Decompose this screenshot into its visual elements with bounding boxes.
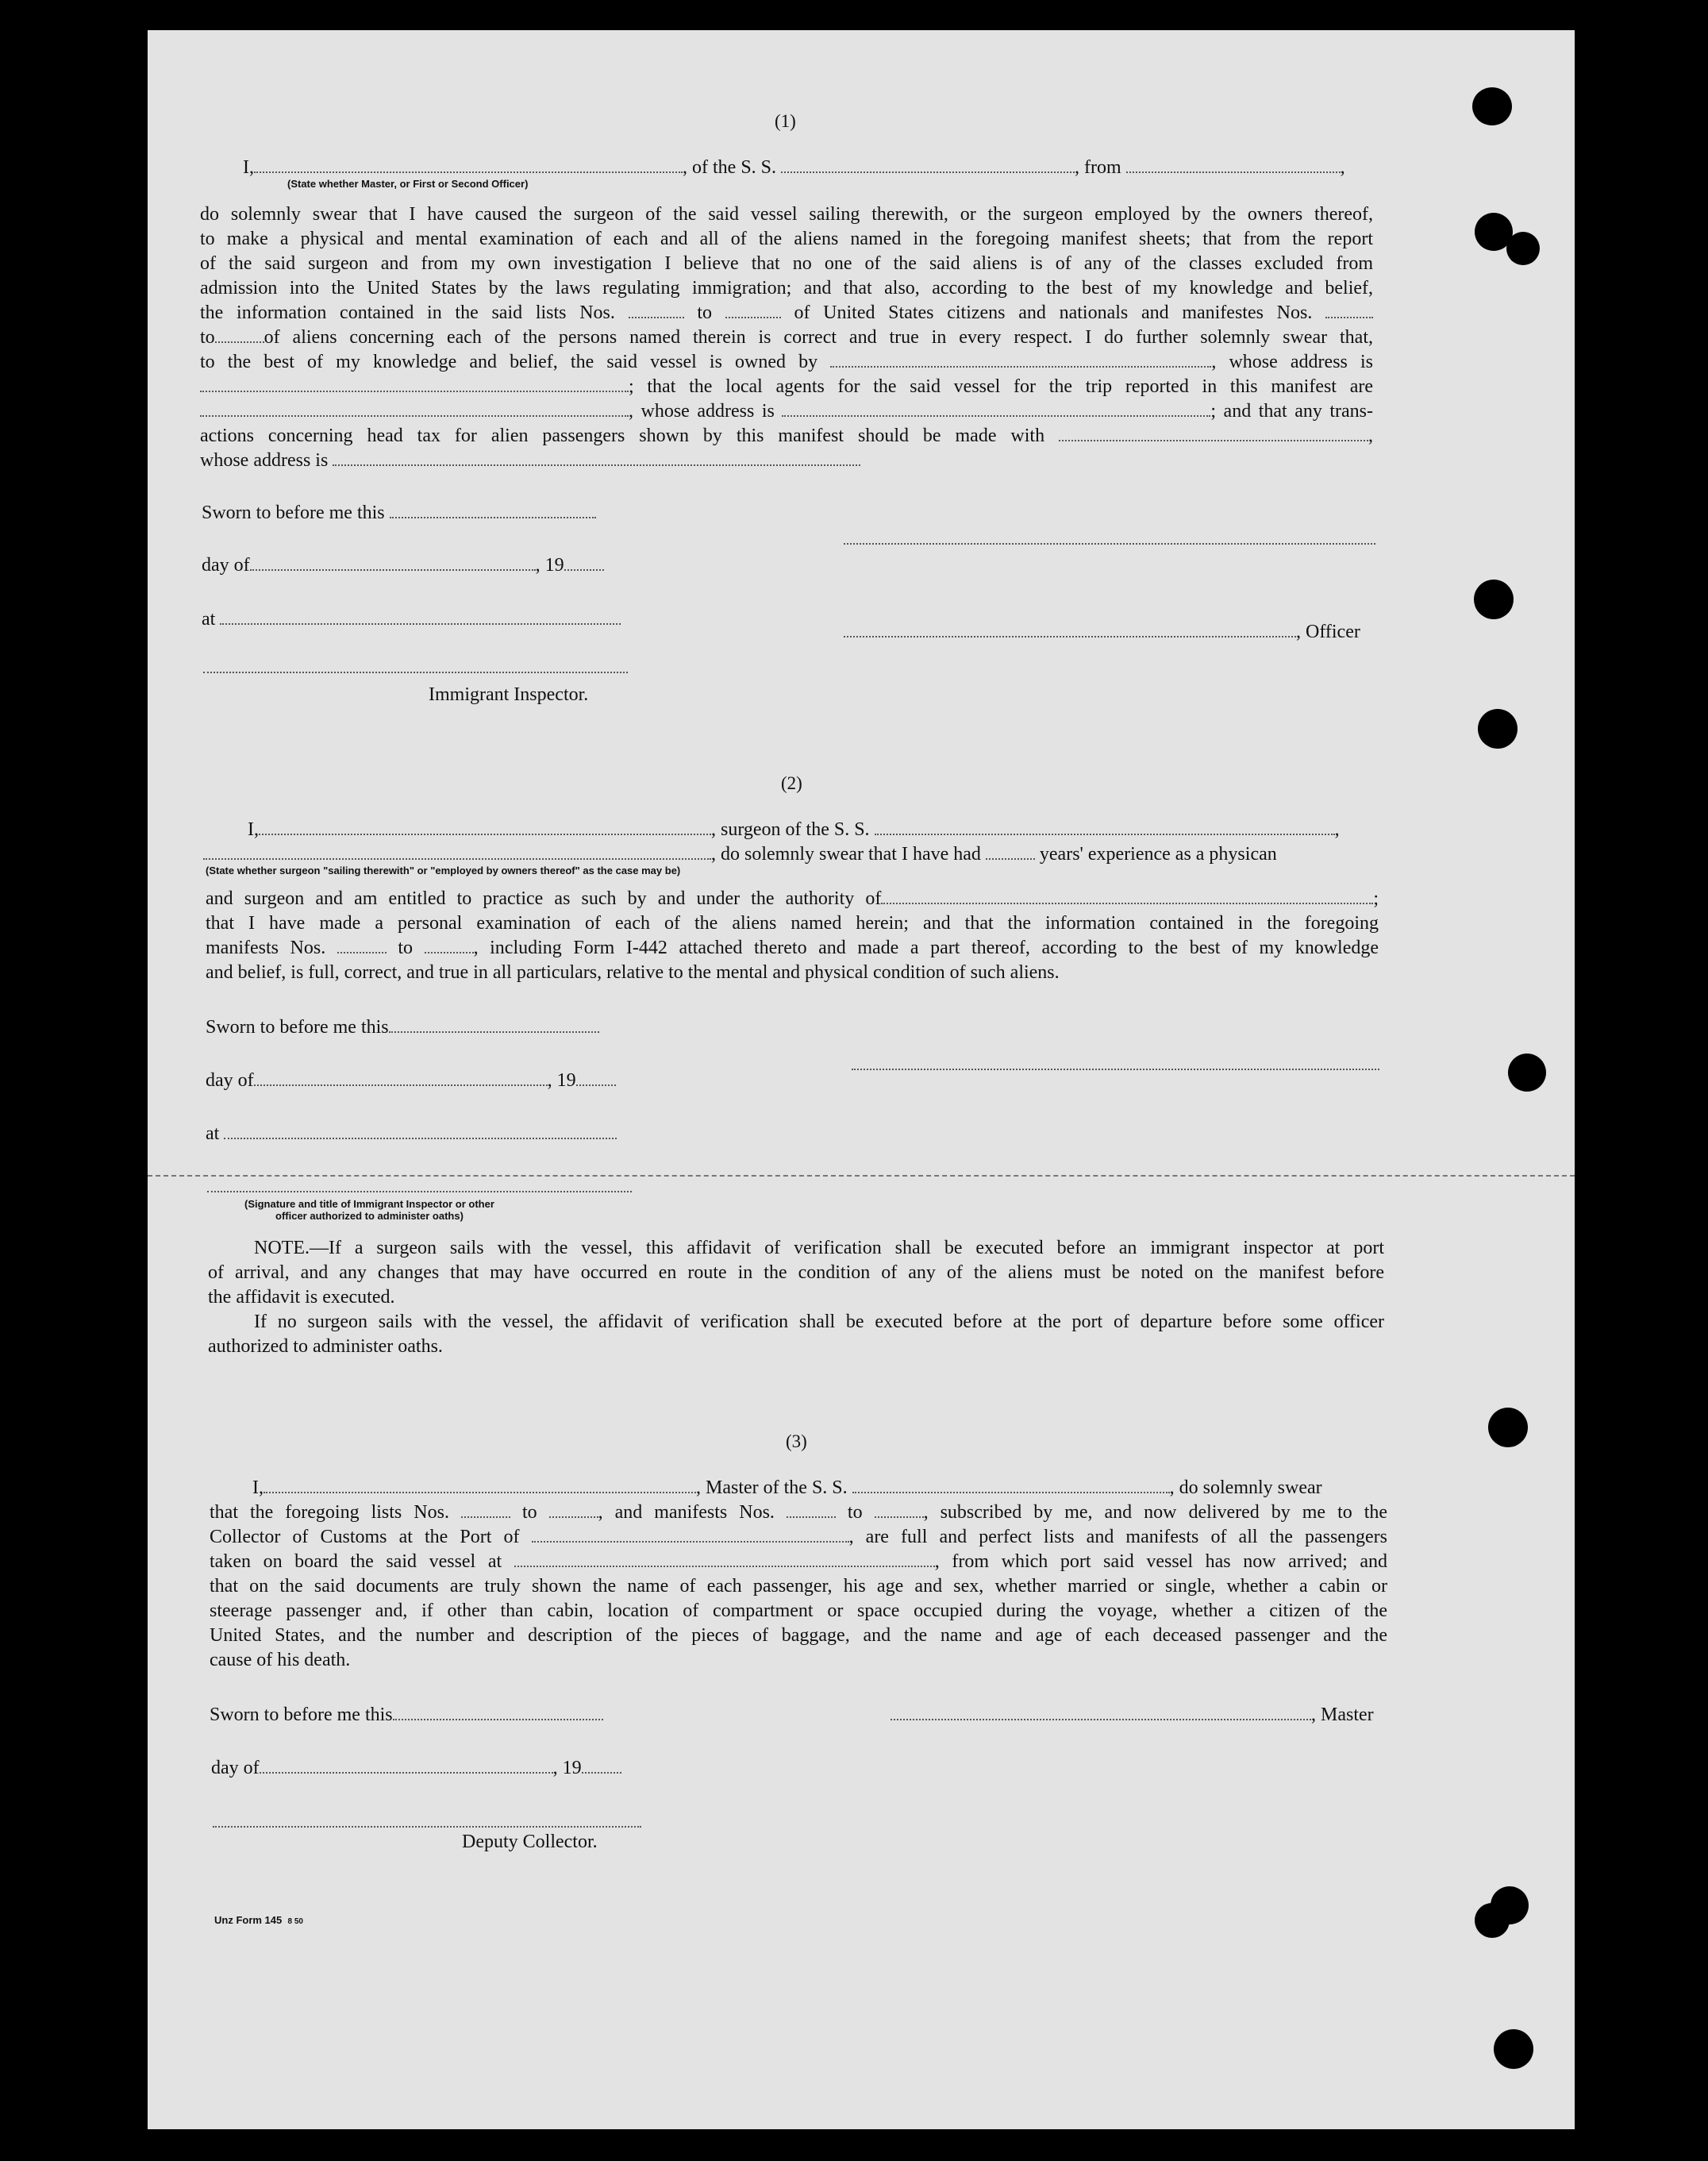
surgeon-experience-line: , do solemnly swear that I have had years' experience as a physican bbox=[203, 842, 1277, 867]
master-line: , Master bbox=[891, 1703, 1374, 1728]
punch-hole bbox=[1508, 1054, 1546, 1092]
punch-hole bbox=[1478, 709, 1518, 749]
inspector-signature-line bbox=[203, 656, 628, 680]
at-line: at bbox=[206, 1122, 617, 1146]
master-oath-line: I, , of the S. S. , from , bbox=[243, 157, 1345, 178]
inspector-title: Immigrant Inspector. bbox=[429, 684, 589, 705]
section-2-number: (2) bbox=[781, 773, 802, 793]
officer-rank-note: (State whether Master, or First or Second Officer) bbox=[287, 178, 529, 190]
note-paragraph-2: If no surgeon sails with the vessel, the affidavit of verification shall be executed before at the port of departure before some officer bbox=[254, 1312, 1384, 1332]
section-1-number: (1) bbox=[775, 111, 796, 131]
agent-address-line: whose address is bbox=[200, 449, 860, 473]
surgeon-oath-line: I, , surgeon of the S. S. , bbox=[248, 819, 1340, 840]
day-of-line: day of , 19 bbox=[206, 1069, 616, 1093]
punch-hole bbox=[1474, 580, 1514, 619]
day-of-line: day of , 19 bbox=[211, 1756, 621, 1781]
sworn-line: Sworn to before me this bbox=[206, 1015, 599, 1040]
form-number: Unz Form 145 8 50 bbox=[214, 1914, 303, 1926]
collector-title: Deputy Collector. bbox=[462, 1832, 598, 1852]
punch-hole bbox=[1475, 1903, 1510, 1938]
section-3-number: (3) bbox=[786, 1431, 807, 1451]
signature-note: (Signature and title of Immigrant Inspector or other officer authorized to administer oaths) bbox=[244, 1198, 494, 1222]
master-oath-line: I, , Master of the S. S. , do solemnly swear bbox=[252, 1477, 1322, 1498]
surgeon-paragraph-last: and belief, is full, correct, and true in all particulars, relative to the mental and physical condition of such aliens. bbox=[206, 962, 1060, 983]
punch-hole bbox=[1472, 87, 1512, 125]
punch-hole bbox=[1494, 2029, 1533, 2069]
inspector-signature-line bbox=[207, 1175, 632, 1200]
surgeon-signature-line bbox=[852, 1053, 1379, 1077]
at-line: at bbox=[202, 607, 621, 632]
sworn-line: Sworn to before me this bbox=[210, 1703, 603, 1728]
surgeon-paragraph: and surgeon and am entitled to practice as such by and under the authority of ; that I have made a personal examination of each of the aliens named herein; and that the information contained in the foregoing manifests Nos. to , including Form I-442 attached thereto and made a part thereof, according to the best of my knowledge bbox=[206, 888, 1379, 958]
surgeon-status-note: (State whether surgeon "sailing therewith" or "employed by owners thereof" as the case may be) bbox=[206, 865, 681, 876]
note-paragraph-end: the affidavit is executed. bbox=[208, 1287, 395, 1308]
day-of-line: day of , 19 bbox=[202, 553, 604, 578]
master-paragraph-end: cause of his death. bbox=[210, 1650, 351, 1670]
master-paragraph: that the foregoing lists Nos. to , and manifests Nos. to , subscribed by me, and now delivered by me to the Collector of Customs at the Port of , are full and perfect lists and manifests of all the passengers taken on board the said vessel at , from which port said vessel has now arrived; and that on the said documents are truly shown the name of each passenger, his age and sex, whether married or single, whether a cabin or steerage passenger and, if other than cabin, location of compartment or space occupied during the voyage, whether a citizen of the United States, and the number and description of the pieces of baggage, and the name and age of each deceased passenger and the bbox=[210, 1502, 1388, 1646]
punch-hole bbox=[1488, 1408, 1528, 1447]
officer-line: , Officer bbox=[844, 620, 1360, 645]
note-paragraph: NOTE.—If a surgeon sails with the vessel, this affidavit of verification shall be executed before an immigrant inspector at port of arrival, and any changes that may have occurred en route in the condition of any of the aliens must be noted on the manifest before bbox=[208, 1238, 1384, 1283]
officer-signature-line bbox=[844, 527, 1375, 552]
punch-hole bbox=[1506, 232, 1540, 265]
sworn-line: Sworn to before me this bbox=[202, 501, 596, 526]
oath-paragraph: do solemnly swear that I have caused the surgeon of the said vessel sailing therewith, or the surgeon employed by the owners thereof, to make a physical and mental examination of each and all of the aliens named in the foregoing manifest sheets; that from the report of the said surgeon and from my own investigation I believe that no one of the said aliens is of any of the classes excluded from admission into the United States by the laws regulating immigration; and that also, according to the best of my knowledge and belief, the information contained in the said lists Nos. to of United States citizens and nationals and manifestes Nos. to of aliens concerning each of the persons named therein is correct and true in every respect. I do further solemnly swear that, to the best of my knowledge and belief, the said vessel is owned by , whose address is ; that the local agents for the said vessel for the trip reported in this manifest are , whose address is ; and that any trans- actions concerning head tax for alien passengers shown by this manifest should be made with , bbox=[200, 204, 1374, 446]
note-paragraph-2-end: authorized to administer oaths. bbox=[208, 1336, 443, 1357]
